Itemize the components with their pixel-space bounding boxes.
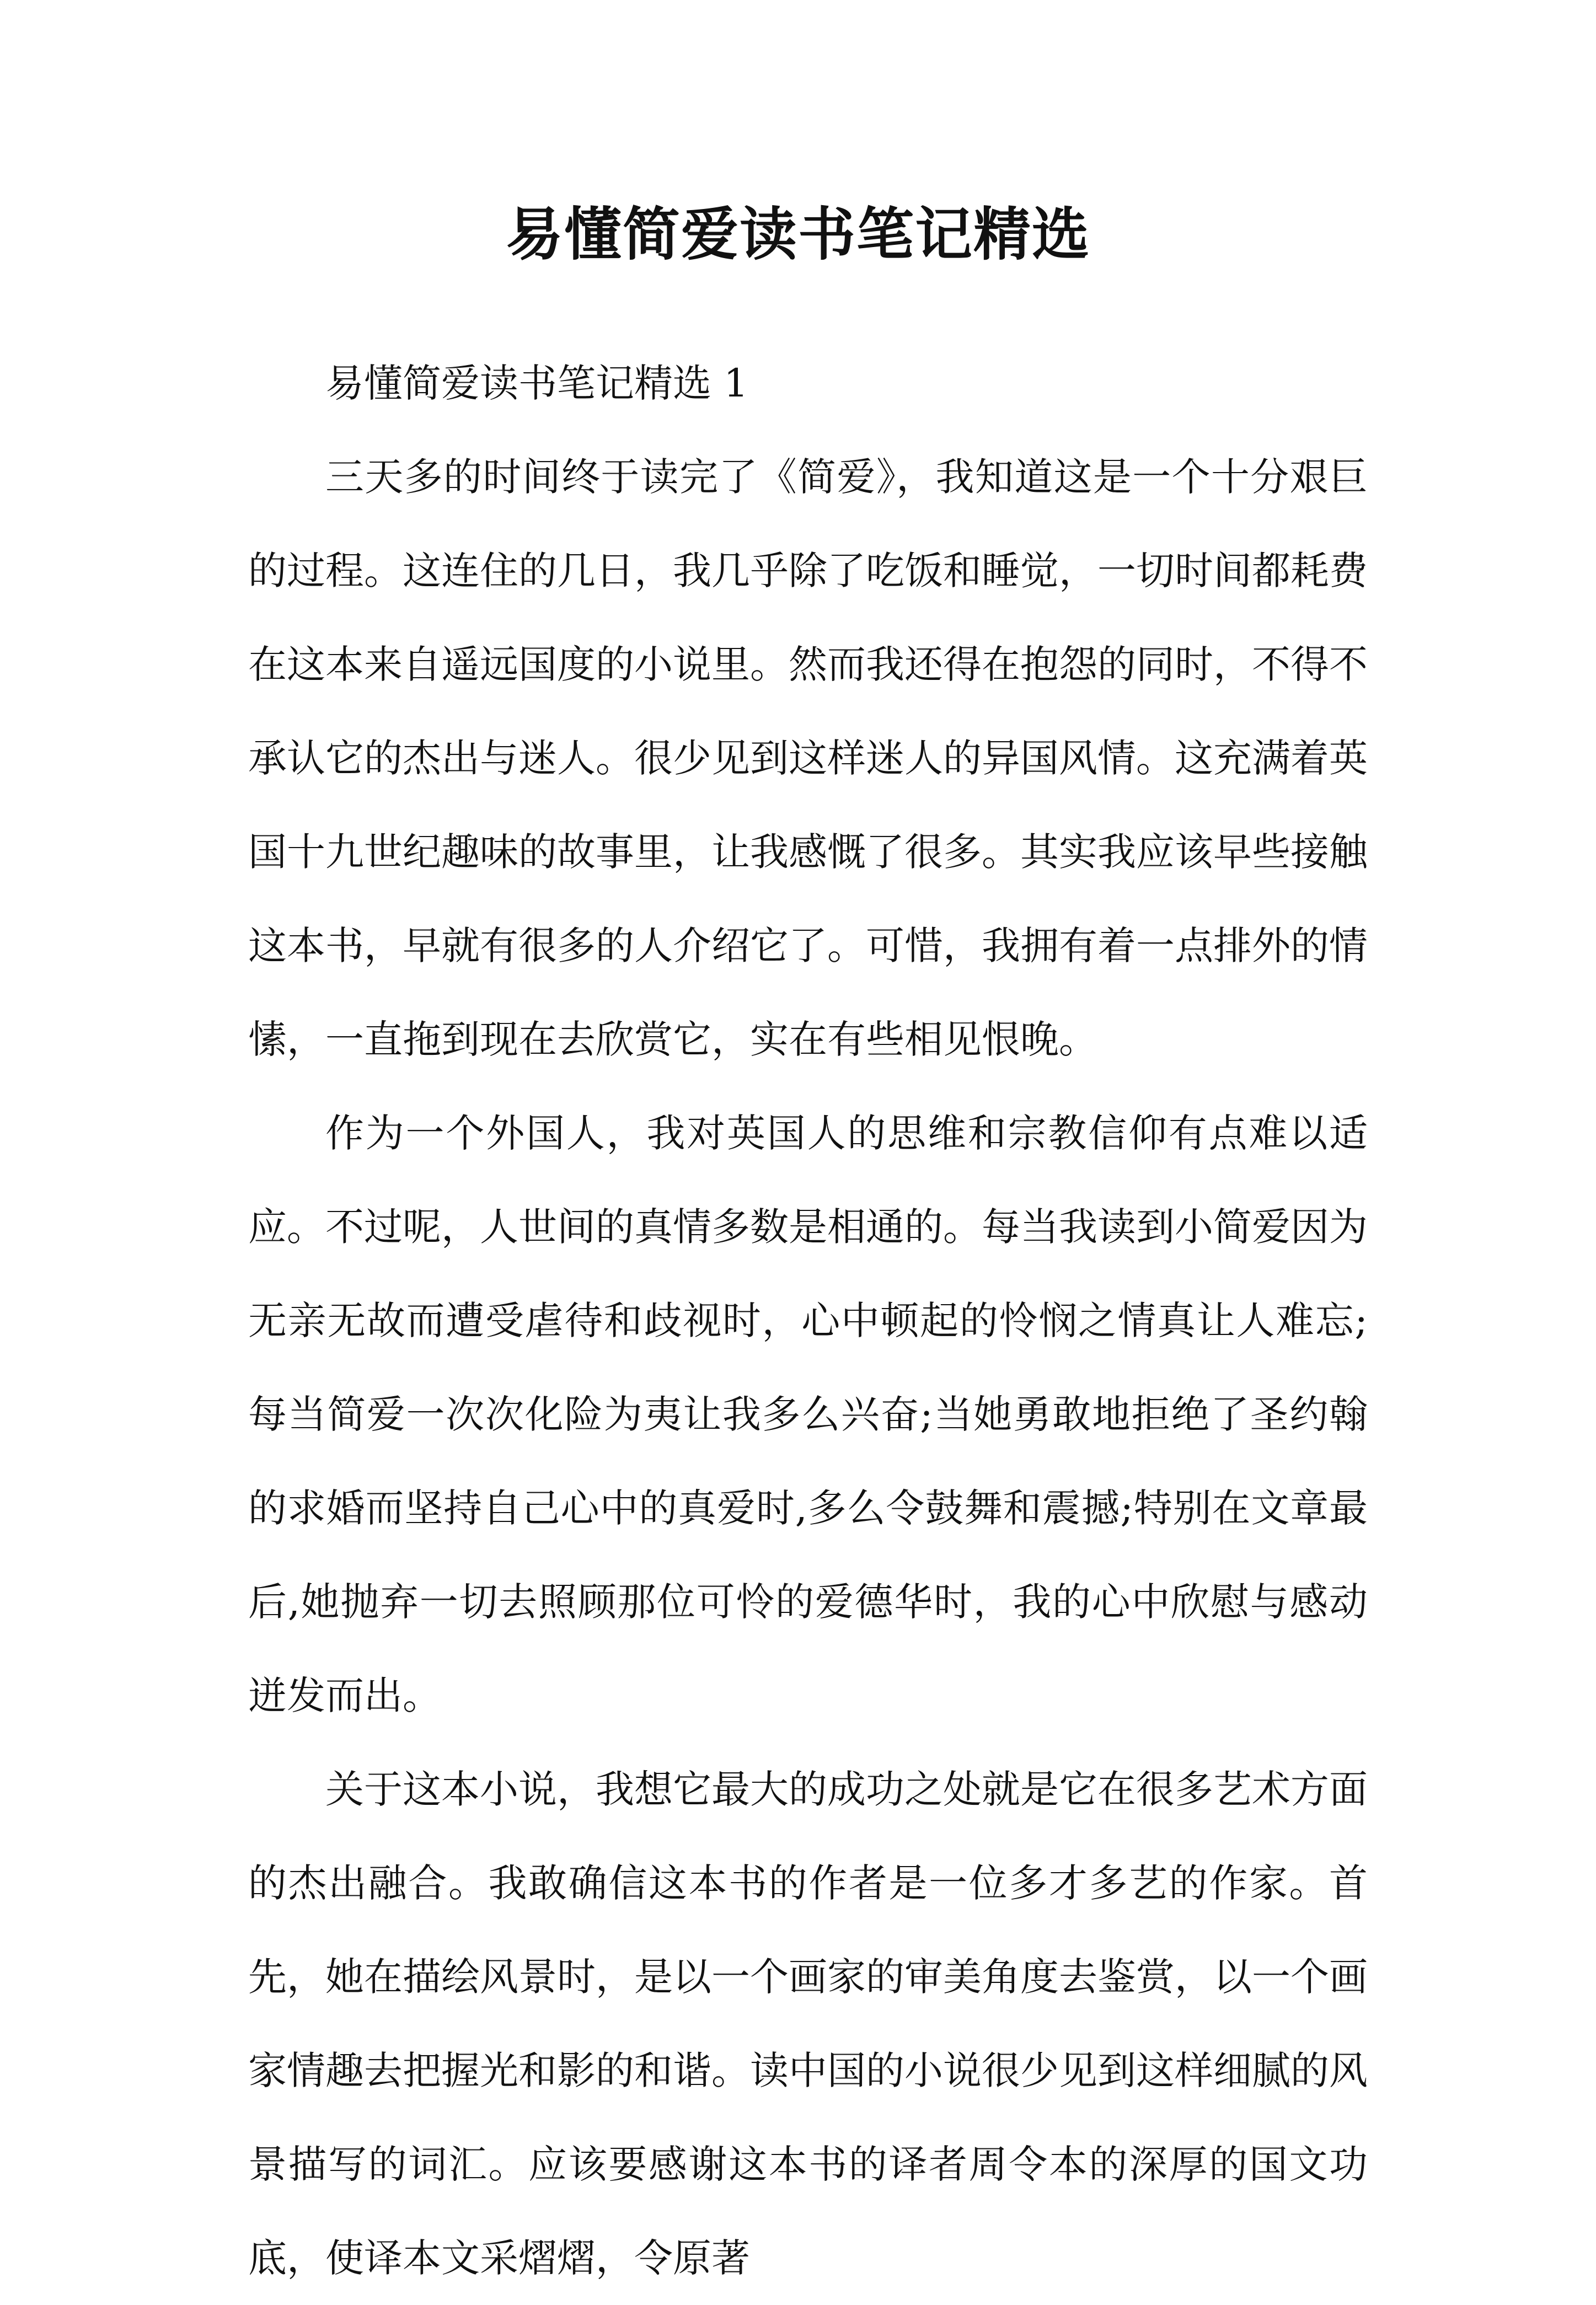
paragraph-2: 作为一个外国人，我对英国人的思维和宗教信仰有点难以适应。不过呢，人世间的真情多数是相通的。每当我读到小简爱因为无亲无故而遭受虐待和歧视时，心中顿起的怜悯之情真让人难忘;每当简爱一次次化险为夷让我多么兴奋;当她勇敢地拒绝了圣约翰的求婚而坚持自己心中的真爱时,多么令鼓舞和震撼;特别在文章最后,她抛弃一切去照顾那位可怜的爱德华时，我的心中欣慰与感动迸发而出。 [248,1111,1368,1718]
document-title: 易懂简爱读书笔记精选 [505,200,1090,268]
paragraph-1: 三天多的时间终于读完了《简爱》，我知道这是一个十分艰巨的过程。这连住的几日，我几乎除了吃饭和睡觉，一切时间都耗费在这本来自遥远国度的小说里。然而我还得在抱怨的同时，不得不承认它的杰出与迷人。很少见到这样迷人的异国风情。这充满着英国十九世纪趣味的故事里，让我感慨了很多。其实我应该早些接触这本书，早就有很多的人介绍它了。可惜，我拥有着一点排外的情愫，一直拖到现在去欣赏它，实在有些相见恨晚。 [248,454,1368,1062]
section-heading: 易懂简爱读书笔记精选 1 [325,361,748,406]
document-body [248,336,1368,2305]
paragraph-3: 关于这本小说，我想它最大的成功之处就是它在很多艺术方面的杰出融合。我敢确信这本书的作者是一位多才多艺的作家。首先，她在描绘风景时，是以一个画家的审美角度去鉴赏，以一个画家情趣去把握光和影的和谐。读中国的小说很少见到这样细腻的风景描写的词汇。应该要感谢这本书的译者周令本的深厚的国文功底，使译本文采熠熠，令原著 [248,1767,1368,2281]
